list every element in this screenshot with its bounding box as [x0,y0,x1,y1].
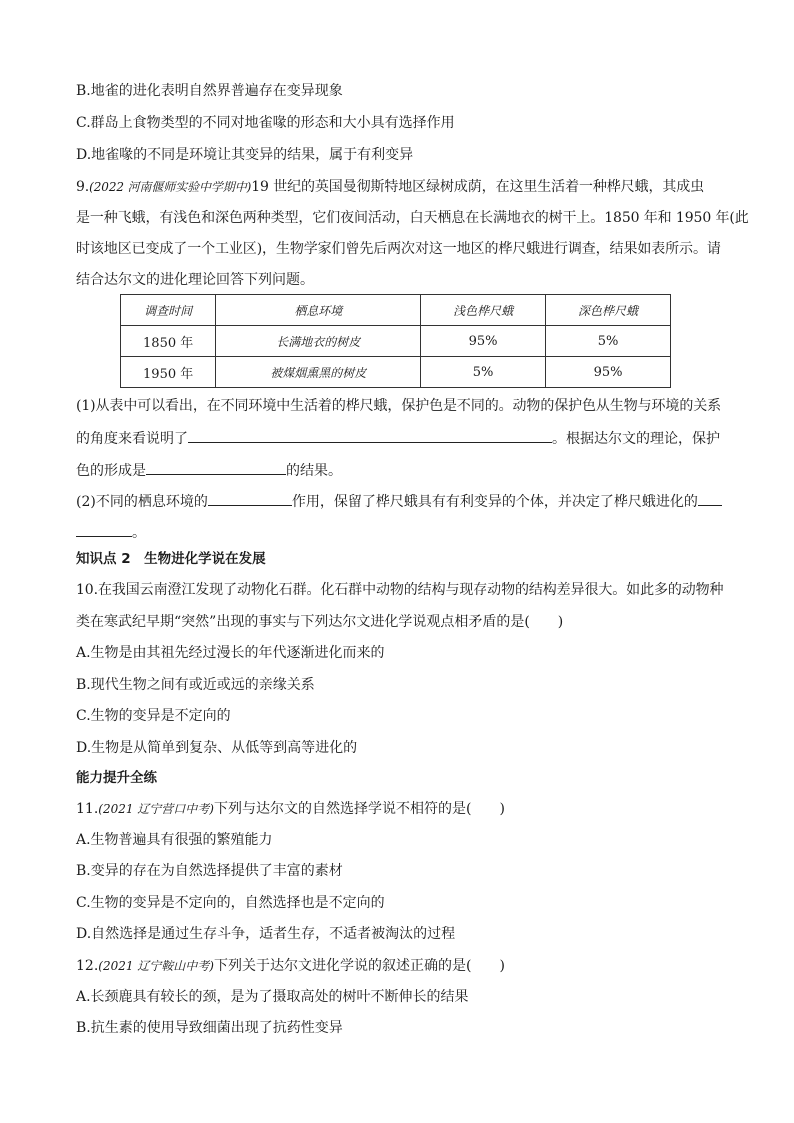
answer-blank[interactable] [188,427,552,443]
table-cell: 95% [546,357,671,388]
q10-stem-line-2: 类在寒武纪早期“突然”出现的事实与下列达尔文进化学说观点相矛盾的是( ) [76,614,564,630]
q9-part2-text-b: 作用，保留了桦尺蛾具有有利变异的个体，并决定了桦尺蛾进化的 [291,494,698,510]
q11-stem [76,799,505,819]
q11-option-b: B.变异的存在为自然选择提供了丰富的素材 [76,863,343,879]
q10-option-a: A.生物是由其祖先经过漫长的年代逐渐进化而来的 [76,645,385,661]
q9-stem-line-1 [76,177,704,197]
q12-stem [76,956,505,976]
q9-part1-line-3 [76,459,342,481]
table-header-cell: 调查时间 [121,295,216,326]
table-header-cell: 深色桦尺蛾 [546,295,671,326]
q11-number: 11. [76,801,99,817]
section-heading: 知识点 2 生物进化学说在发展 [76,551,266,567]
table-row [121,357,671,388]
q9-number: 9. [76,179,90,195]
table-cell: 长满地衣的树皮 [216,326,421,357]
q9-source: (2022 河南偃师实验中学期中) [89,180,252,194]
table-header-row [121,295,671,326]
q12-option-b: B.抗生素的使用导致细菌出现了抗药性变异 [76,1020,343,1036]
q8-option-d: D.地雀喙的不同是环境让其变异的结果，属于有利变异 [76,147,414,163]
q12-number: 12. [76,958,99,974]
q9-part2-text-c: 。 [132,525,146,541]
answer-blank[interactable] [76,521,132,537]
q9-part1-text-b: 。根据达尔文的理论，保护 [552,431,720,447]
q11-stem-text: 下列与达尔文的自然选择学说不相符的是( ) [213,801,505,817]
q9-stem-line-3: 时该地区已变成了一个工业区)，生物学家们曾先后两次对这一地区的桦尺蛾进行调查，结果如表所示。请 [76,241,721,257]
table-header-cell: 栖息环境 [216,295,421,326]
answer-blank[interactable] [208,490,292,506]
q10-stem-line-1: 10.在我国云南澄江发现了动物化石群。化石群中动物的结构与现存动物的结构差异很大。如此多的动物种 [76,582,724,598]
q9-stem-line-2: 是一种飞蛾，有浅色和深色两种类型，它们夜间活动，白天栖息在长满地衣的树干上。1850 年和 1950 年(此 [76,210,749,226]
q10-option-c: C.生物的变异是不定向的 [76,708,231,724]
survey-table [120,294,671,388]
q8-option-c: C.群岛上食物类型的不同对地雀喙的形态和大小具有选择作用 [76,115,455,131]
table-cell: 1850 年 [121,326,216,357]
q9-stem-line-4: 结合达尔文的进化理论回答下列问题。 [76,272,314,288]
table-cell: 95% [421,326,546,357]
q9-part1-text-c: 色的形成是 [76,463,146,479]
table-cell: 1950 年 [121,357,216,388]
q12-source: (2021 辽宁鞍山中考) [98,959,214,973]
q8-option-b: B.地雀的进化表明自然界普遍存在变异现象 [76,83,343,99]
answer-blank[interactable] [146,459,286,475]
q9-part1-text-d: 的结果。 [286,463,342,479]
q12-stem-text: 下列关于达尔文进化学说的叙述正确的是( ) [213,958,505,974]
q11-option-c: C.生物的变异是不定向的，自然选择也是不定向的 [76,895,385,911]
q9-part1-text-a: 的角度来看说明了 [76,431,188,447]
q9-part1-line-2 [76,427,720,449]
answer-blank[interactable] [698,490,722,506]
q12-option-a: A.长颈鹿具有较长的颈，是为了摄取高处的树叶不断伸长的结果 [76,989,469,1005]
q9-part2-text-a: (2)不同的栖息环境的 [76,494,208,510]
table-cell: 5% [421,357,546,388]
section-heading: 能力提升全练 [76,770,157,786]
q10-option-b: B.现代生物之间有或近或远的亲缘关系 [76,677,315,693]
table-header-cell: 浅色桦尺蛾 [421,295,546,326]
table-cell: 5% [546,326,671,357]
q9-part1-line-1: (1)从表中可以看出，在不同环境中生活着的桦尺蛾，保护色是不同的。动物的保护色从生物与环境的关系 [76,398,722,414]
table-row [121,326,671,357]
q11-option-d: D.自然选择是通过生存斗争，适者生存，不适者被淘汰的过程 [76,926,456,942]
q9-part2-line-1 [76,490,722,512]
q11-option-a: A.生物普遍具有很强的繁殖能力 [76,832,273,848]
q11-source: (2021 辽宁营口中考) [98,802,214,816]
q9-part2-line-2 [76,521,146,543]
table-cell: 被煤烟熏黑的树皮 [216,357,421,388]
q9-stem-text: 19 世纪的英国曼彻斯特地区绿树成荫，在这里生活着一种桦尺蛾，其成虫 [251,179,705,195]
q10-option-d: D.生物是从简单到复杂、从低等到高等进化的 [76,740,358,756]
